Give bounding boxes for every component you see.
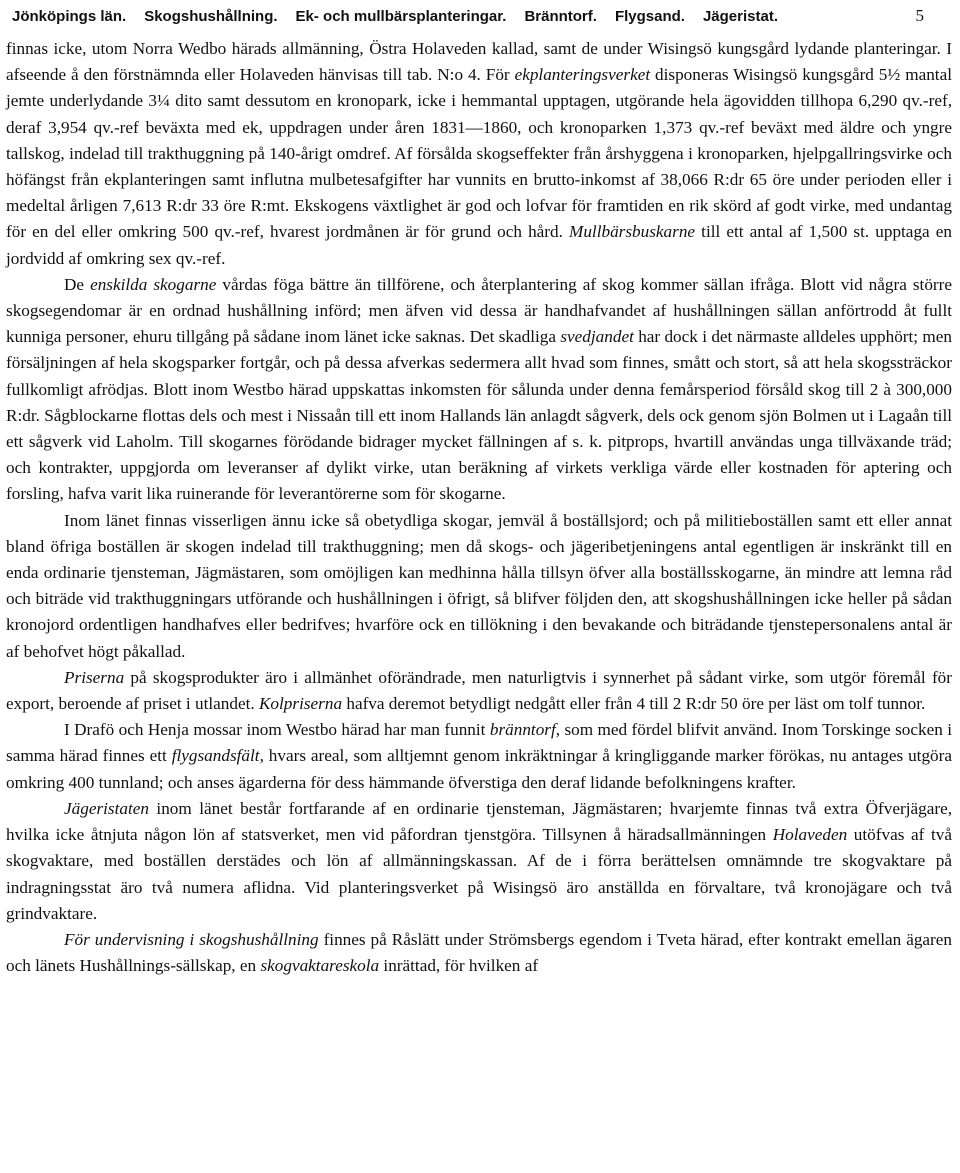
paragraph (6, 665, 952, 717)
italic-run: Kolpriserna (258, 694, 343, 714)
text-run: utöfvas af två skogvaktare, med boställen derstädes och lön af allmänningskassan. Af de i förra berättelsen omnämnde tre skogvaktare på indragningsstat äro två numera aflidna. Vid planteringsverket på Wisingsö äro anställda en förvaltare, två kronojägare och två grindvaktare. (6, 825, 952, 923)
paragraph (6, 36, 952, 272)
paragraph (6, 927, 952, 979)
text-run: vårdas föga bättre än tillförene, och återplantering af skog kommer sällan ifråga. Blott vid några större skogsegendomar är en ordnad hushållning införd; men äfven vid dessa är handhafvandet af hushållningen sällan anförtrodd åt fullt kunniga personer, ehuru tillgång på sådane inom länet icke saknas. Det skadliga (6, 274, 952, 347)
italic-run: skogvaktareskola (260, 956, 380, 976)
paragraph (6, 717, 952, 796)
text-run: till ett antal af 1,500 st. upptaga en jordvidd af omkring sex qv.-ref. (6, 222, 952, 268)
text-run: finnas icke, utom Norra Wedbo härads allmänning, Östra Holaveden kallad, samt de under Wisingsö kungsgård lydande planteringar. I afseende å den förstnämnda eller Holaveden hänvisas till tab. N:o 4. För (6, 39, 952, 85)
header-jagerist: Jägeristat. (702, 8, 778, 25)
body-text (6, 36, 952, 979)
paragraph (6, 272, 952, 508)
text-run: inom länet består fortfarande af en ordinarie tjensteman, Jägmästaren; hvarjemte finnas två extra Öfverjägare, hvilka icke åtnjuta någon lön af statsverket, men vid påfordran tjenstgöra. Tillsynen å häradsallmänningen (6, 798, 952, 845)
text-run: på skogsprodukter äro i allmänhet oförändrade, men naturligtvis i synnerhet på sådant virke, som utgör föremål för export, beroende af priset i utlandet. (6, 667, 952, 714)
text-run: Inom länet finnas visserligen ännu icke så obetydliga skogar, jemväl å boställsjord; och på militieboställen samt ett eller annat bland öfriga boställen är skogen indelad till trakthuggning; men då skogs- och jägeribetjeningens antal egentligen är inskränkt till en enda ordinarie tjensteman, Jägmästaren, som omöjligen kan medhinna hålla tillsyn öfver alla boställsskogarne, än mindre att lemna råd och biträde vid trakthuggningars utförande och hushållningen i öfrigt, så blifver följden den, att skogshushållningen icke heller på sådan kronojord ordentligen handhafves eller bedrifves; hvarföre ock en tillökning i den bevakande och biträdande tjenstepersonalens antal är af behofvet högt påkallad. (6, 510, 952, 661)
running-header (12, 6, 952, 30)
text-run: , som med fördel blifvit använd. Inom Torskinge socken i samma härad finnes ett (6, 720, 953, 766)
text-run: I Drafö och Henja mossar inom Westbo härad har man funnit (64, 720, 490, 740)
text-run: inrättad, för hvilken af (379, 956, 539, 976)
italic-run: flygsandsfält (171, 746, 260, 766)
italic-run: enskilda skogarne (90, 274, 217, 294)
header-plantations: Ek- och mullbärsplanteringar. (295, 8, 507, 25)
header-flygsand: Flygsand. (614, 8, 685, 25)
text-run: hafva deremot betydligt nedgått eller från 4 till 2 R:dr 50 öre per läst om tolf tunnor. (342, 694, 926, 714)
italic-run: ekplanteringsverket (514, 65, 651, 85)
italic-run: För undervisning i skogshushållning (64, 929, 319, 949)
page-number: 5 (915, 6, 924, 25)
header-county: Jönköpings län. (12, 8, 127, 25)
header-brannorf: Bränntorf. (524, 8, 597, 25)
text-run: har dock i det närmaste alldeles upphört; men försäljningen af hela skogsparker fortgår, och på dessa afverkas sedermera allt hvad som finnes, smått och stort, så att hela skogssträckor fullkomligt afrödjas. Blott inom Westbo härad uppskattas inkomsten för sålunda under denna femårsperiod försåld skog till 2 à 300,000 R:dr. Sågblockarne flottas dels och mest i Nissaån till ett inom Hallands län anlagdt sågverk, dels ock genom sjön Bolmen ut i Lagaån till ett sågverk vid Laholm. Till skogarnes förödande bidrager mycket fällningen af s. k. pitprops, hvartill användas unga tillväxande träd; och kontrakter, uppgjorda om leveranser af dylikt virke, utan beräkning af virkets verkliga värde eller kostnaden för aptering och forsling, hafva varit lika ruinerande för leverantörerne som för skogarne. (6, 327, 953, 504)
italic-run: bränntorf (489, 720, 556, 740)
header-forestry: Skogshushållning. (144, 8, 278, 25)
italic-run: Mullbärsbuskarne (569, 222, 696, 242)
text-run: , hvars areal, som alltjemnt genom inkräktningar å kringliggande marker förökas, nu antages utgöra omkring 400 tunnland; och anses ägarderna för dess hämmande öfverstiga den deraf lidande befolkningens krafter. (6, 746, 952, 792)
italic-run: Priserna (64, 667, 125, 687)
paragraph (6, 796, 952, 927)
italic-run: Jägeristaten (64, 798, 149, 818)
paragraph (6, 508, 952, 665)
italic-run: Holaveden (772, 825, 848, 845)
text-run: disponeras Wisingsö kungsgård 5½ mantal jemte underlydande 3¼ dito samt dessutom en kronopark, icke i hemmantal upptagen, utgörande hela ägovidden tillhopa 6,290 qv.-ref, deraf 3,954 qv.-ref beväxta med ek, uppdragen under åren 1831—1860, och kronoparken 1,373 qv.-ref beväxt med äldre och yngre tallskog, indelad till trakthuggning på 140-årigt omdref. Af försålda skogseffekter från årshyggena i kronoparken, hjelpgallringsvirke och höfängst från ekplanteringen samt influtna mulbetesafgifter har vunnits en brutto-inkomst af 38,066 R:dr 65 öre under perioden eller i medeltal årligen 7,613 R:dr 33 öre R:mt. Ekskogens växtlighet är god och lofvar för framtiden en rik skörd af godt virke, med undantag för en del eller omkring 500 qv.-ref, hvarest jordmånen är för grund och hård. (6, 65, 952, 242)
text-run: De (64, 274, 91, 294)
italic-run: svedjandet (560, 327, 634, 347)
text-run: finnes på Råslätt under Strömsbergs egendom i Tveta härad, efter kontrakt emellan ägaren och länets Hushållnings-sällskap, en (6, 929, 952, 976)
